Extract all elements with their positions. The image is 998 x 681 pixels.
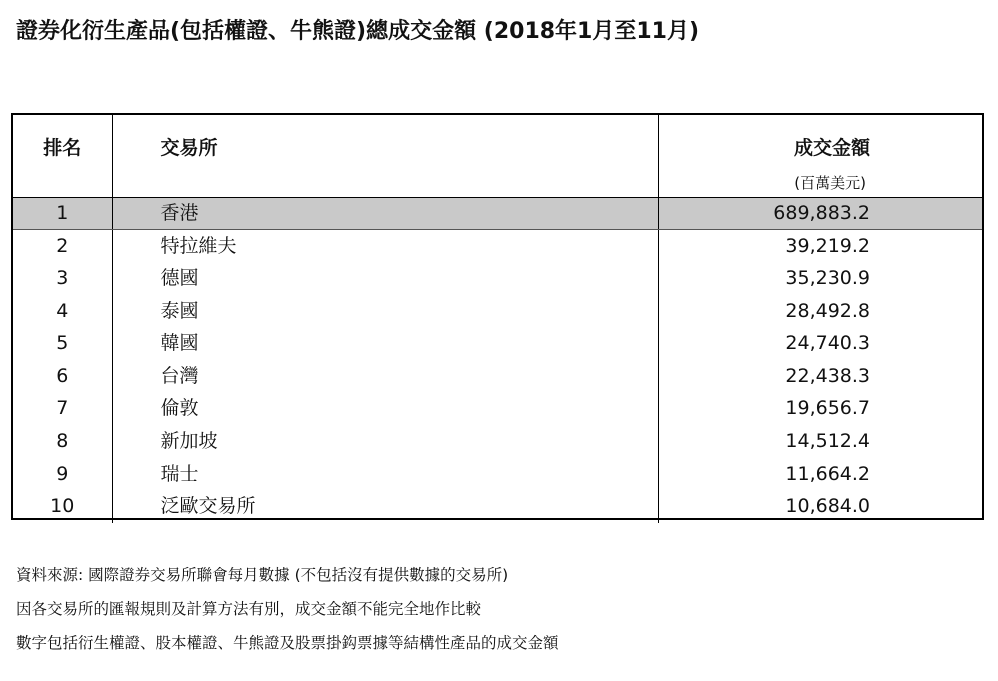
footnote-source: 資料來源: 國際證券交易所聯會每月數據 (不包括沒有提供數據的交易所) <box>16 566 509 584</box>
table-row <box>13 425 982 458</box>
table-row <box>13 327 982 360</box>
header-rank: 排名 <box>13 115 112 197</box>
rank-cell: 2 <box>13 230 112 263</box>
value-cell: 39,219.2 <box>785 234 870 257</box>
header-exchange: 交易所 <box>112 115 658 197</box>
header-value-label: 成交金額 <box>793 137 870 159</box>
rank-cell: 1 <box>13 197 112 230</box>
header-value-unit: (百萬美元) <box>794 174 866 192</box>
exchange-cell: 泰國 <box>112 295 658 328</box>
table-row <box>13 262 982 295</box>
rank-cell: 4 <box>13 295 112 328</box>
exchange-cell: 泛歐交易所 <box>112 490 658 523</box>
table-row <box>13 360 982 393</box>
rank-cell: 5 <box>13 327 112 360</box>
ranking-table-container <box>11 113 984 520</box>
table-row <box>13 490 982 523</box>
value-cell: 35,230.9 <box>785 266 870 289</box>
exchange-cell: 德國 <box>112 262 658 295</box>
footnote-comparability: 因各交易所的匯報規則及計算方法有別，成交金額不能完全地作比較 <box>16 600 482 618</box>
rank-cell: 6 <box>13 360 112 393</box>
value-cell: 24,740.3 <box>785 332 870 355</box>
table-row <box>13 197 982 230</box>
rank-cell: 10 <box>13 490 112 523</box>
exchange-cell: 倫敦 <box>112 393 658 426</box>
exchange-cell: 瑞士 <box>112 458 658 491</box>
ranking-table <box>13 115 982 523</box>
footnotes <box>16 558 559 660</box>
value-cell: 22,438.3 <box>785 364 870 387</box>
value-cell: 689,883.2 <box>658 197 982 230</box>
exchange-cell: 台灣 <box>112 360 658 393</box>
exchange-cell: 特拉維夫 <box>112 230 658 263</box>
value-cell: 10,684.0 <box>785 495 870 518</box>
header-value <box>658 115 982 197</box>
exchange-cell: 香港 <box>112 197 658 230</box>
rank-cell: 7 <box>13 393 112 426</box>
exchange-cell: 新加坡 <box>112 425 658 458</box>
value-cell: 28,492.8 <box>785 299 870 322</box>
exchange-cell: 韓國 <box>112 327 658 360</box>
rank-cell: 8 <box>13 425 112 458</box>
table-row <box>13 458 982 491</box>
rank-cell: 9 <box>13 458 112 491</box>
table-header-row <box>13 115 982 197</box>
table-row <box>13 393 982 426</box>
footnote-scope: 數字包括衍生權證、股本權證、牛熊證及股票掛鈎票據等結構性產品的成交金額 <box>16 634 559 652</box>
table-row <box>13 295 982 328</box>
value-cell: 19,656.7 <box>785 397 870 420</box>
value-cell: 11,664.2 <box>785 462 870 485</box>
value-cell: 14,512.4 <box>785 429 870 452</box>
rank-cell: 3 <box>13 262 112 295</box>
table-row <box>13 230 982 263</box>
page-title: 證券化衍生產品(包括權證、牛熊證)總成交金額 (2018年1月至11月) <box>16 19 700 44</box>
